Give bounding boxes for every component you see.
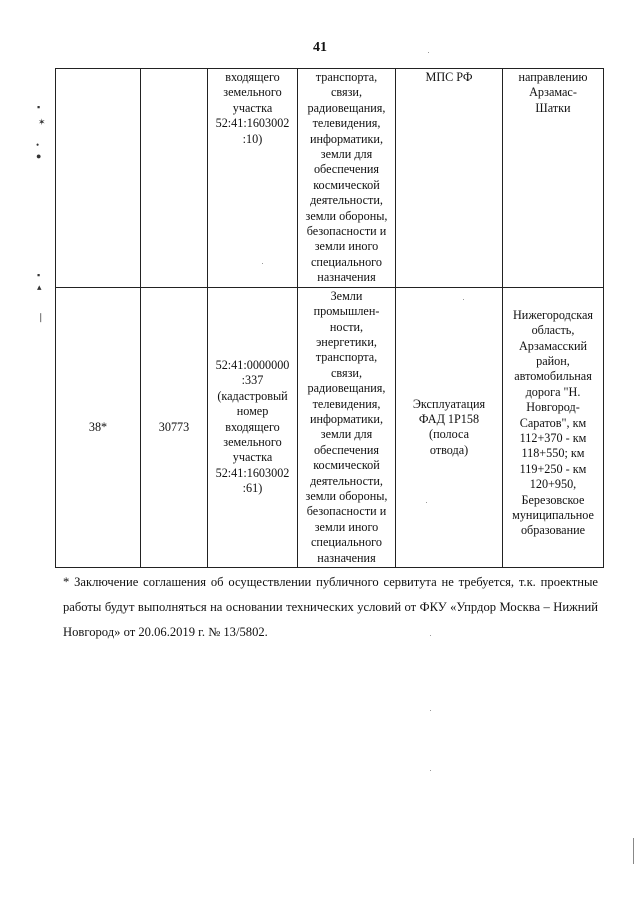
margin-mark: ❘: [37, 312, 45, 322]
cell-line: земли иного: [314, 239, 379, 254]
cell-line: деятельности,: [310, 473, 383, 488]
cell-line: муниципальное: [512, 507, 594, 522]
cell-line: Новгород-: [526, 400, 580, 415]
cell-line: деятельности,: [310, 193, 383, 208]
cell-line: (полоса: [429, 427, 469, 442]
cell-line: участка: [232, 100, 273, 115]
margin-mark: •: [36, 140, 40, 150]
table-row: [56, 287, 604, 567]
cell-line: земли обороны,: [305, 208, 388, 223]
margin-mark: ●: [36, 151, 42, 161]
table-row: [56, 69, 604, 288]
cell-line: энергетики,: [316, 334, 377, 349]
cell-line: связи,: [331, 85, 362, 100]
cell-line: :337: [241, 373, 264, 388]
cell-cadastral: [208, 69, 298, 288]
easement-table: [55, 68, 604, 568]
cell-line: 120+950,: [529, 477, 577, 492]
cell-line: безопасности и: [306, 224, 387, 239]
cell-line: автомобильная: [514, 369, 592, 384]
cell-land-category: [298, 287, 396, 567]
cell-line: земельного: [223, 435, 282, 450]
cell-location: [503, 69, 604, 288]
cell-line: направлению: [518, 70, 588, 84]
cell-line: земельного: [223, 85, 282, 100]
cell-line: радиовещания,: [307, 100, 386, 115]
cell-line: телевидения,: [312, 116, 381, 131]
cell-line: 119+250 - км: [519, 461, 587, 476]
cell-purpose: [396, 287, 503, 567]
cell-line: Шатки: [535, 100, 571, 115]
cell-line: :10): [242, 131, 263, 146]
margin-mark: ▪: [37, 102, 41, 112]
cell-line: обеспечения: [313, 442, 380, 457]
cell-line: промышлен-: [313, 304, 380, 319]
cell-line: Саратов", км: [519, 415, 587, 430]
cell-line: Березовское: [521, 492, 585, 507]
cell-line: радиовещания,: [307, 381, 386, 396]
cell-line: дорога "Н.: [525, 384, 581, 399]
cell-line: назначения: [317, 550, 376, 565]
cell-line: земли для: [320, 427, 373, 442]
cell-number: 38*: [56, 287, 141, 567]
cell-land-category: [298, 69, 396, 288]
cell-line: ности,: [329, 319, 364, 334]
cell-line: 52:41:0000000: [215, 358, 290, 373]
cell-line: информатики,: [309, 131, 383, 146]
cell-line: район,: [536, 353, 570, 368]
cell-purpose: [396, 69, 503, 288]
scan-edge-line: [633, 838, 634, 864]
cell-line: связи,: [331, 365, 362, 380]
cell-cadastral: [208, 287, 298, 567]
cell-line: назначения: [317, 270, 376, 285]
cell-line: космической: [313, 177, 380, 192]
cell-line: образование: [520, 523, 586, 538]
page-number: 41: [313, 40, 327, 55]
scan-dot: [430, 770, 431, 771]
cell-line: Эксплуатация: [412, 396, 486, 411]
cell-number: [56, 69, 141, 288]
cell-location: [503, 287, 604, 567]
margin-mark: ▴: [37, 282, 42, 292]
cell-line: Земли: [330, 288, 363, 303]
scan-dot: [428, 52, 429, 53]
cell-line: участка: [232, 450, 273, 465]
cell-line: 52:41:1603002: [215, 465, 290, 480]
cell-line: номер: [236, 404, 269, 419]
cell-line: отвода): [429, 442, 469, 457]
footnote: * Заключение соглашения об осуществлении публичного сервитута не требуется, т.к. проектные работы будут выполняться на основании технических условий от ФКУ «Упрдор Москва – Нижний Новгород» от 20.06.2019 г. № 13/5802.: [63, 575, 598, 639]
cell-line: 52:41:1603002: [215, 116, 290, 131]
cell-line: Арзамас-: [529, 85, 577, 100]
cell-line: обеспечения: [313, 162, 380, 177]
cell-line: область,: [531, 323, 575, 338]
margin-mark: ✶: [38, 117, 46, 127]
cell-line: Арзамасский: [518, 338, 588, 353]
cell-line: специального: [311, 254, 382, 269]
cell-line: земли обороны,: [305, 488, 388, 503]
cell-line: специального: [311, 535, 382, 550]
cell-id: 30773: [141, 287, 208, 567]
cell-line: ФАД 1Р158: [418, 411, 480, 426]
cell-line: 112+370 - км: [519, 430, 587, 445]
cell-line: входящего: [225, 419, 280, 434]
cell-line: входящего: [225, 70, 280, 84]
margin-mark: ▪: [37, 270, 41, 280]
scan-dot: [430, 710, 431, 711]
cell-line: космической: [313, 458, 380, 473]
cell-line: 118+550; км: [521, 446, 585, 461]
cell-line: МПС РФ: [425, 70, 473, 84]
cell-line: Нижегородская: [513, 307, 593, 322]
cell-line: (кадастровый: [217, 388, 288, 403]
cell-line: транспорта,: [315, 350, 378, 365]
cell-line: телевидения,: [312, 396, 381, 411]
cell-line: транспорта,: [315, 70, 378, 84]
cell-line: земли иного: [314, 519, 379, 534]
cell-line: информатики,: [309, 411, 383, 426]
cell-line: :61): [242, 481, 263, 496]
cell-line: земли для: [320, 147, 373, 162]
cell-line: безопасности и: [306, 504, 387, 519]
cell-id: [141, 69, 208, 288]
